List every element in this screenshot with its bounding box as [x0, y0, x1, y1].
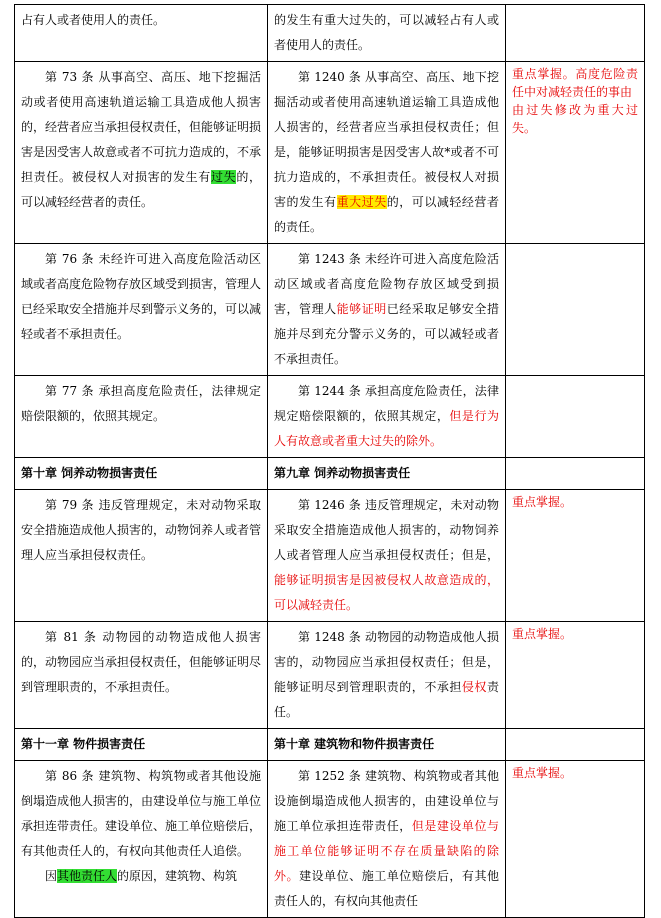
note-cell	[506, 376, 645, 458]
old-text: 第 77 条 承担高度危险责任，法律规定赔偿限额的，依照其规定。	[21, 384, 261, 423]
new-text: 已经采取足够安全措施并尽到充分警示义务的，可以减轻或者不承担责任。	[274, 302, 499, 366]
table-row	[15, 5, 645, 62]
note-cell	[506, 244, 645, 376]
highlighted-text: 重大过失	[336, 195, 387, 209]
new-text: 第 1248 条 动物园的动物造成他人损害的，动物园应当承担侵权责任；但是，能够证明尽到管理职责的，不承担	[274, 630, 499, 694]
old-text: 的，可以减轻经营者的责任。	[21, 170, 261, 209]
old-text: 因	[45, 869, 58, 883]
comparison-table	[14, 4, 645, 918]
old-text: 第 76 条 未经许可进入高度危险活动区域或者高度危险物存放区域受到损害，管理人已经采取安全措施并尽到警示义务的，可以减轻或者不承担责任。	[21, 252, 262, 341]
highlighted-text: 其他责任人	[57, 869, 118, 883]
emphasis-text: 侵权	[461, 680, 487, 694]
new-article-cell	[268, 376, 506, 458]
note-cell	[506, 729, 645, 761]
table-row	[15, 490, 645, 622]
chapter-title: 第十章 建筑物和物件损害责任	[268, 729, 506, 761]
table-row	[15, 761, 645, 918]
new-text: 建设单位、施工单位赔偿后，有其他责任人的，有权向其他责任	[274, 869, 499, 908]
new-article-cell	[268, 5, 506, 62]
old-text: 第 73 条 从事高空、高压、地下挖掘活动或者使用高速轨道运输工具造成他人损害的，经营者应当承担侵权责任，但能够证明损害是因受害人故意或者不可抗力造成的，不承担责任。被侵权人对损害的发生有	[21, 70, 262, 184]
new-text: 第 1243 条 未经许可进入高度危险活动区域或者高度危险物存放区域受到损害，管理人	[274, 252, 499, 316]
emphasis-text: 但是建设单位与施工单位能够证明不存在质量缺陷的除外。	[274, 819, 499, 883]
old-article-cell	[15, 761, 268, 918]
new-article-cell	[268, 244, 506, 376]
old-text: 第 79 条 违反管理规定，未对动物采取安全措施造成他人损害的，动物饲养人或者管理人应当承担侵权责任。	[21, 498, 262, 562]
old-text: 占有人或者使用人的责任。	[21, 13, 166, 27]
table-row	[15, 376, 645, 458]
note-text: 重点掌握。高度危险责任中对减轻责任的事由 由过失修改为重大过失。	[512, 67, 638, 135]
highlighted-text: 过失	[210, 170, 237, 184]
note-cell	[506, 490, 645, 622]
old-text: 第 86 条 建筑物、构筑物或者其他设施倒塌造成他人损害的，由建设单位与施工单位承担连带责任。建设单位、施工单位赔偿后，有其他责任人的，有权向其他责任人追偿。	[21, 769, 262, 858]
new-article-cell	[268, 761, 506, 918]
note-text: 重点掌握。	[512, 766, 573, 780]
new-article-cell	[268, 62, 506, 244]
chapter-row	[15, 458, 645, 490]
new-text: 第 1246 条 违反管理规定，未对动物采取安全措施造成他人损害的，动物饲养人或者管理人应当承担侵权责任；但是，	[274, 498, 499, 562]
new-article-cell	[268, 622, 506, 729]
new-article-cell	[268, 490, 506, 622]
old-article-cell	[15, 376, 268, 458]
old-article-cell	[15, 244, 268, 376]
chapter-title: 第十章 饲养动物损害责任	[15, 458, 268, 490]
old-text: 第 81 条 动物园的动物造成他人损害的，动物园应当承担侵权责任，但能够证明尽到管理职责的，不承担责任。	[21, 630, 262, 694]
note-cell	[506, 761, 645, 918]
note-text: 重点掌握。	[512, 495, 573, 509]
emphasis-text: 能够证明损害是因被侵权人故意造成的，可以减轻责任。	[274, 573, 499, 612]
chapter-row	[15, 729, 645, 761]
emphasis-text: 但是行为人有故意或者重大过失的除外。	[274, 409, 499, 448]
new-text: 的发生有重大过失的，可以减轻占有人或者使用人的责任。	[274, 13, 499, 52]
table-row	[15, 62, 645, 244]
table-row	[15, 622, 645, 729]
new-text: 第 1252 条 建筑物、构筑物或者其他设施倒塌造成他人损害的，由建设单位与施工单位承担连带责任，	[274, 769, 499, 833]
chapter-title: 第十一章 物件损害责任	[15, 729, 268, 761]
new-text: 责任。	[274, 680, 499, 719]
old-article-cell	[15, 5, 268, 62]
emphasis-text: 能够证明	[336, 302, 387, 316]
note-cell	[506, 622, 645, 729]
note-cell	[506, 62, 645, 244]
old-article-cell	[15, 490, 268, 622]
table-row	[15, 244, 645, 376]
note-text: 重点掌握。	[512, 627, 573, 641]
new-text: 第 1240 条 从事高空、高压、地下挖掘活动或者使用高速轨道运输工具造成他人损害的，经营者应当承担侵权责任；但是，能够证明损害是因受害人故*或者不可抗力造成的，不承担责任。被侵权人对损害的发生有	[274, 70, 499, 209]
old-article-cell	[15, 622, 268, 729]
old-text: 的原因，建筑物、构筑	[117, 869, 238, 883]
new-text: 第 1244 条 承担高度危险责任，法律规定赔偿限额的，依照其规定，	[274, 384, 499, 423]
note-cell	[506, 5, 645, 62]
new-text: 的，可以减轻经营者的责任。	[274, 195, 499, 234]
old-article-cell	[15, 62, 268, 244]
chapter-title: 第九章 饲养动物损害责任	[268, 458, 506, 490]
note-cell	[506, 458, 645, 490]
